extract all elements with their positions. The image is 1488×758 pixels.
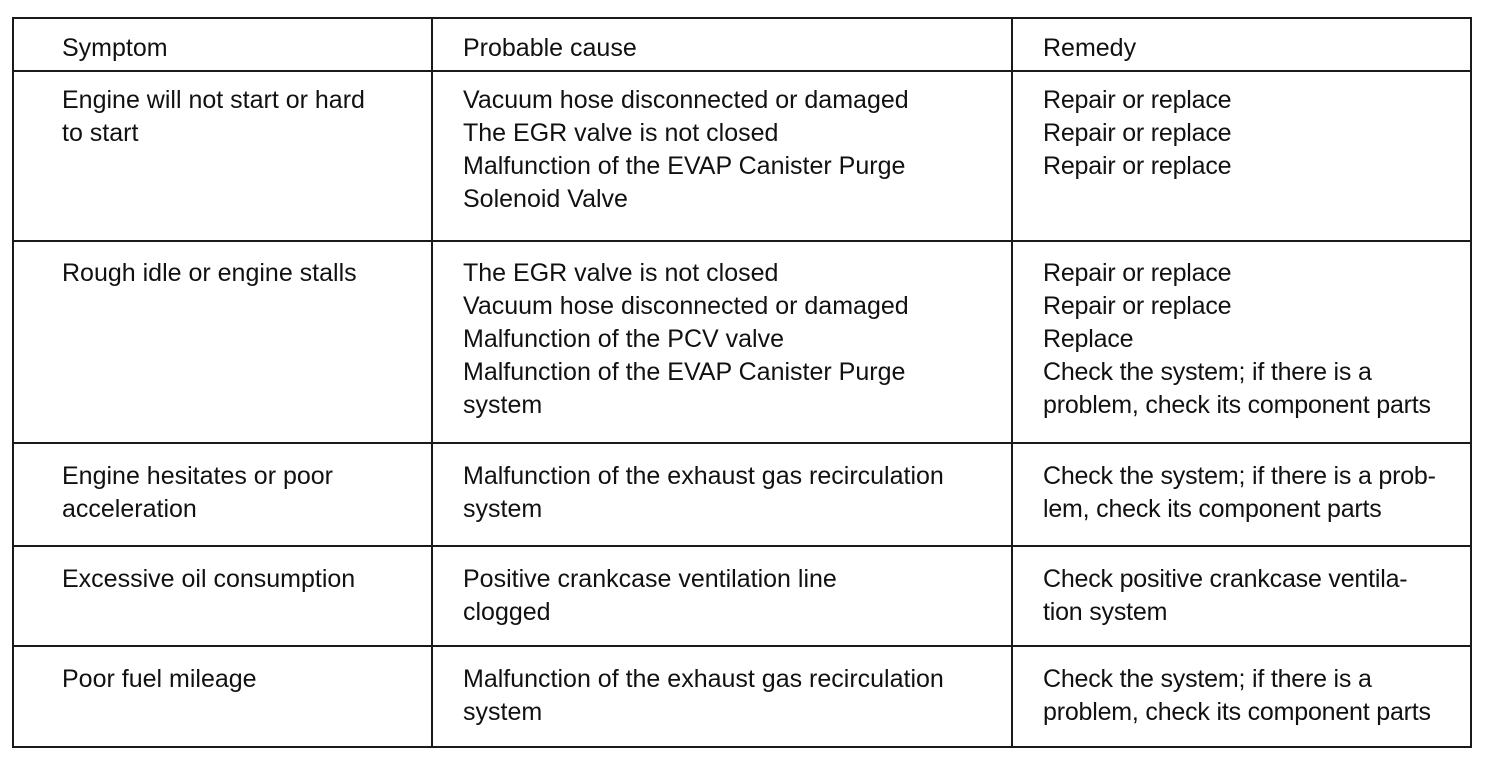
cause-cell: [432, 71, 1012, 241]
table-row: [14, 546, 1470, 646]
remedy-line: lem, check its component parts: [1043, 495, 1382, 523]
header-remedy: Remedy: [1012, 19, 1470, 71]
remedy-line: Check the system; if there is a: [1043, 358, 1372, 386]
table-row: [14, 241, 1470, 443]
remedy-line: Repair or replace: [1043, 86, 1232, 114]
header-symptom: Symptom: [14, 19, 432, 71]
symptom-line: to start: [62, 119, 139, 147]
cause-cell: [432, 241, 1012, 443]
cause-line: The EGR valve is not closed: [463, 119, 779, 147]
symptom-line: Engine hesitates or poor: [62, 462, 334, 490]
symptom-line: Engine will not start or hard: [62, 86, 365, 114]
cause-line: system: [463, 391, 543, 419]
remedy-line: Check positive crankcase ventila-: [1043, 565, 1408, 593]
symptom-line: Excessive oil consumption: [62, 565, 356, 593]
remedy-line: Check the system; if there is a prob-: [1043, 462, 1436, 490]
remedy-line: Repair or replace: [1043, 259, 1232, 287]
remedy-line: tion system: [1043, 598, 1168, 626]
cause-line: Malfunction of the exhaust gas recirculation: [463, 462, 944, 490]
symptom-cell: [14, 443, 432, 546]
cause-cell: [432, 646, 1012, 746]
remedy-line: Replace: [1043, 325, 1134, 353]
table-row: [14, 443, 1470, 546]
remedy-line: Repair or replace: [1043, 152, 1232, 180]
cause-cell: [432, 546, 1012, 646]
header-row: [14, 19, 1470, 71]
remedy-cell: [1012, 443, 1470, 546]
symptom-cell: [14, 646, 432, 746]
remedy-cell: [1012, 71, 1470, 241]
symptom-cell: [14, 546, 432, 646]
header-probable-cause: Probable cause: [432, 19, 1012, 71]
symptom-line: Poor fuel mileage: [62, 665, 257, 693]
symptom-cell: [14, 71, 432, 241]
remedy-line: problem, check its component parts: [1043, 698, 1431, 726]
symptom-line: Rough idle or engine stalls: [62, 259, 357, 287]
cause-line: system: [463, 495, 543, 523]
remedy-cell: [1012, 241, 1470, 443]
cause-line: Vacuum hose disconnected or damaged: [463, 86, 909, 114]
cause-line: Positive crankcase ventilation line: [463, 565, 837, 593]
cause-line: Solenoid Valve: [463, 185, 628, 213]
table-row: [14, 646, 1470, 746]
remedy-line: Repair or replace: [1043, 119, 1232, 147]
remedy-line: problem, check its component parts: [1043, 391, 1431, 419]
remedy-cell: [1012, 546, 1470, 646]
cause-line: clogged: [463, 598, 551, 626]
cause-line: system: [463, 698, 543, 726]
cause-line: Malfunction of the EVAP Canister Purge: [463, 358, 906, 386]
table-row: [14, 71, 1470, 241]
cause-cell: [432, 443, 1012, 546]
remedy-line: Repair or replace: [1043, 292, 1232, 320]
cause-line: The EGR valve is not closed: [463, 259, 779, 287]
cause-line: Malfunction of the EVAP Canister Purge: [463, 152, 906, 180]
troubleshooting-table: [14, 19, 1470, 746]
symptom-cell: [14, 241, 432, 443]
remedy-line: Check the system; if there is a: [1043, 665, 1372, 693]
cause-line: Malfunction of the PCV valve: [463, 325, 784, 353]
symptom-line: acceleration: [62, 495, 197, 523]
troubleshooting-table-frame: [12, 17, 1472, 748]
cause-line: Malfunction of the exhaust gas recirculation: [463, 665, 944, 693]
remedy-cell: [1012, 646, 1470, 746]
cause-line: Vacuum hose disconnected or damaged: [463, 292, 909, 320]
